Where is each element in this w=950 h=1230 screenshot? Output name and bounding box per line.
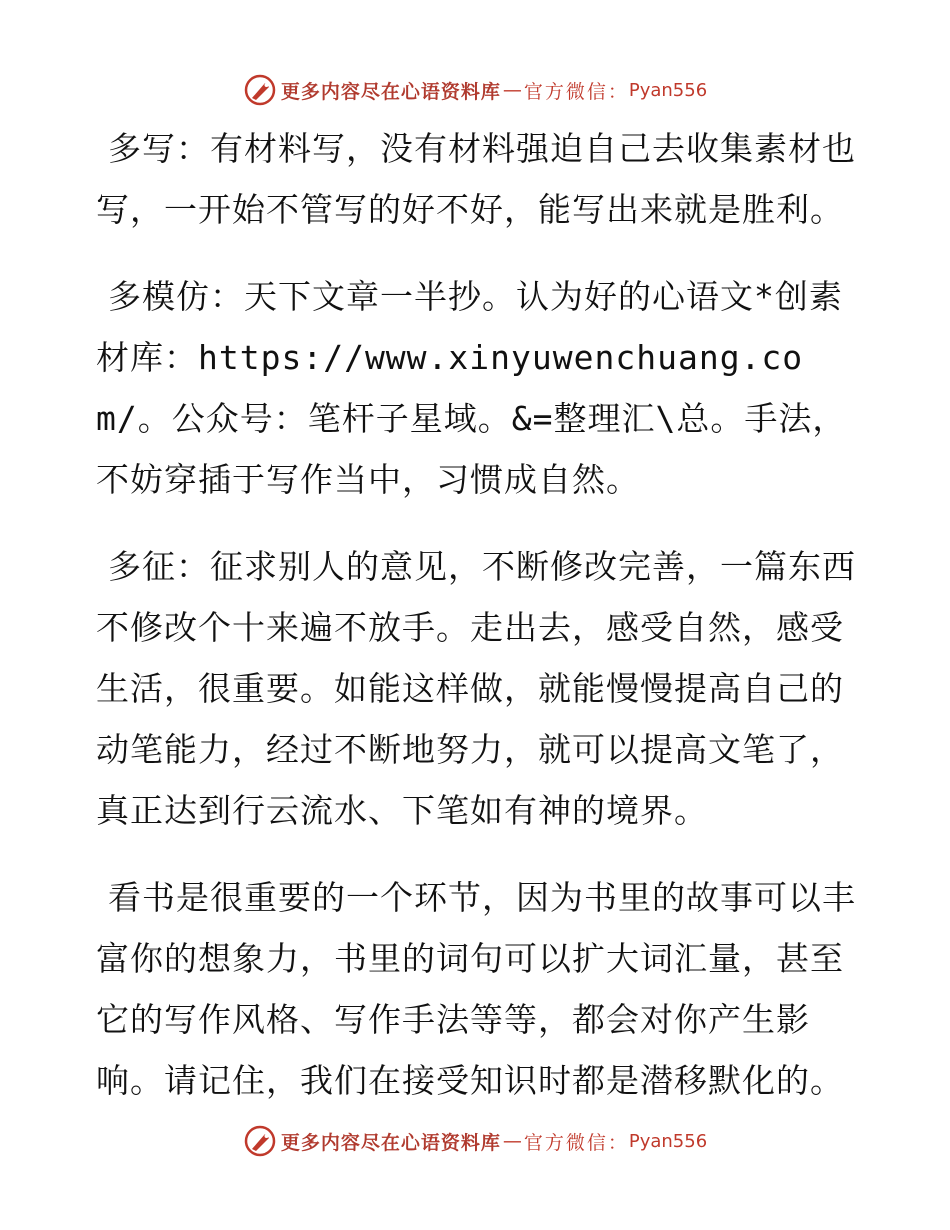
header-banner — [0, 70, 950, 110]
document-body — [96, 118, 856, 1137]
paragraph-seek-feedback: 多征：征求别人的意见，不断修改完善，一篇东西不修改个十来遍不放手。走出去，感受自然，感受生活，很重要。如能这样做，就能慢慢提高自己的动笔能力，经过不断地努力，就可以提高文笔了，真正达到行云流水、下笔如有神的境界。 — [96, 547, 856, 830]
banner-wechat-label: 官方微信： — [523, 80, 629, 103]
paragraph-reading: 看书是很重要的一个环节，因为书里的故事可以丰富你的想象力，书里的词句可以扩大词汇量，甚至它的写作风格、写作手法等等，都会对你产生影响。请记住，我们在接受知识时都是潜移默化的。 — [96, 878, 856, 1100]
banner-wechat-label: 官方微信： — [523, 1131, 629, 1154]
banner-brand-text: 更多内容尽在心语资料库 — [280, 80, 501, 103]
banner-separator: — — [502, 79, 522, 101]
paragraph-imitate-more: 多模仿：天下文章一半抄。认为好的心语文*创素材库：https://www.xinyuwenchuang.com/。公众号：笔杆子星域。&=整理汇\总。手法，不妨穿插于写作当中，习惯成自然。 — [96, 277, 847, 499]
banner-brand-text: 更多内容尽在心语资料库 — [280, 1131, 501, 1154]
banner-wechat-id: Pyan556 — [628, 79, 708, 101]
pen-nib-circle-icon — [243, 73, 277, 107]
pen-nib-circle-icon — [243, 1124, 277, 1158]
footer-banner — [0, 1121, 950, 1161]
banner-separator: — — [502, 1130, 522, 1152]
paragraph-write-more: 多写：有材料写，没有材料强迫自己去收集素材也写，一开始不管写的好不好，能写出来就是胜利。 — [96, 129, 856, 229]
banner-wechat-id: Pyan556 — [628, 1130, 708, 1152]
